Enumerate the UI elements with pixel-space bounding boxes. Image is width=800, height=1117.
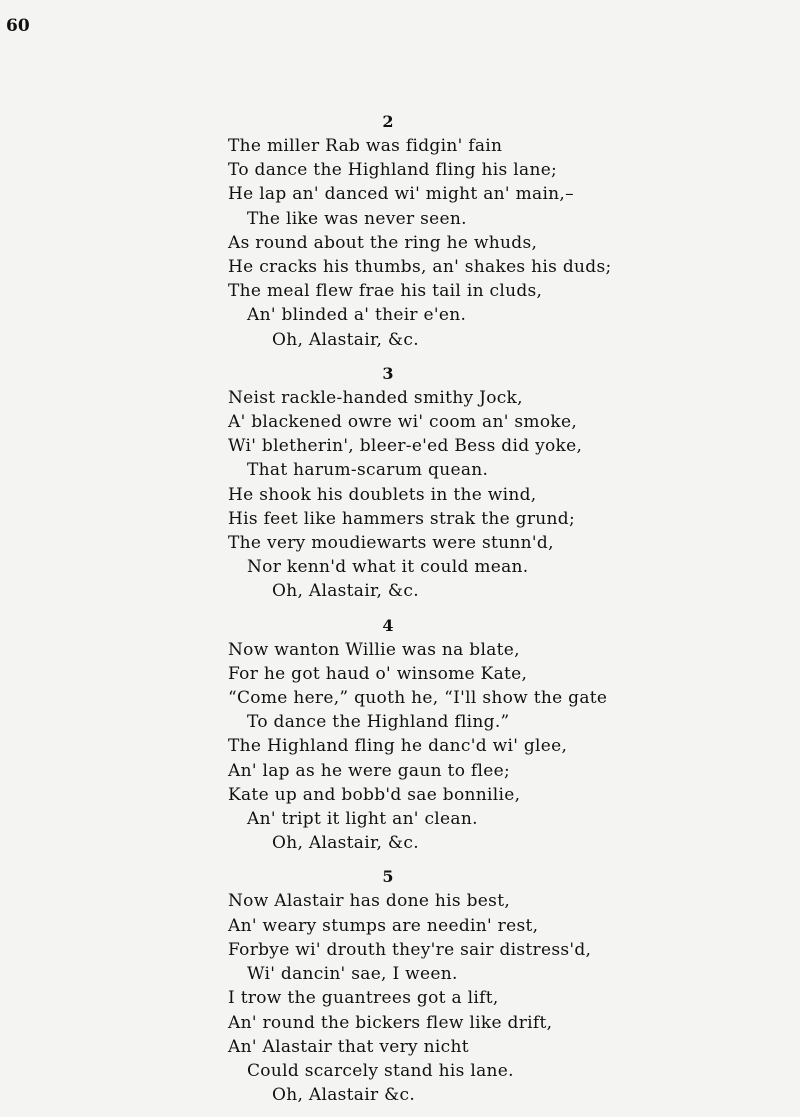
verse-line: Could scarcely stand his lane. <box>247 1060 514 1081</box>
refrain-line: Oh, Alastair, &c. <box>272 833 419 854</box>
verse-line: The miller Rab was fidgin' fain <box>228 136 503 156</box>
verse-line: He lap an' danced wi' might an' main,– <box>228 184 574 205</box>
verse-line: The meal flew frae his tail in cluds, <box>228 281 543 302</box>
verse-line: Neist rackle-handed smithy Jock, <box>228 387 523 408</box>
stanza-number: 2 <box>382 112 394 131</box>
verse-line: To dance the Highland fling.” <box>247 712 510 733</box>
verse-line: He shook his doublets in the wind, <box>228 484 537 505</box>
verse-line: To dance the Highland fling his lane; <box>228 160 558 181</box>
stanza <box>228 110 788 352</box>
verse-line: An' tript it light an' clean. <box>247 809 478 830</box>
stanza-number: 4 <box>382 615 394 635</box>
stanza <box>228 614 788 856</box>
verse-line: He cracks his thumbs, an' shakes his duds; <box>228 257 612 278</box>
verse-line: The very moudiewarts were stunn'd, <box>228 533 554 554</box>
verse-line: His feet like hammers strak the grund; <box>228 508 576 529</box>
verse-line: Wi' bletherin', bleer-e'ed Bess did yoke, <box>228 436 583 457</box>
page-number: 60 <box>6 16 30 36</box>
verse-line: Nor kenn'd what it could mean. <box>247 557 529 578</box>
verse-line: Now wanton Willie was na blate, <box>228 639 520 660</box>
stanza-number: 3 <box>382 363 394 383</box>
verse-line: Wi' dancin' sae, I ween. <box>247 964 458 985</box>
refrain-line: Oh, Alastair, &c. <box>272 581 419 602</box>
stanza-number: 5 <box>382 867 394 887</box>
verse-line: An' lap as he were gaun to flee; <box>228 760 511 781</box>
poem-body <box>228 110 788 1117</box>
refrain-line: Oh, Alastair &c. <box>272 1085 416 1106</box>
verse-line: The Highland fling he danc'd wi' glee, <box>228 736 568 757</box>
verse-line: Kate up and bobb'd sae bonnilie, <box>228 784 521 805</box>
verse-line: An' blinded a' their e'en. <box>247 305 467 326</box>
verse-line: The like was never seen. <box>247 208 467 229</box>
verse-line: An' Alastair that very nicht <box>228 1036 469 1057</box>
verse-line: “Come here,” quoth he, “I'll show the gate <box>228 688 608 709</box>
verse-line: An' weary stumps are needin' rest, <box>228 915 539 936</box>
verse-line: A' blackened owre wi' coom an' smoke, <box>228 412 578 433</box>
verse-line: I trow the guantrees got a lift, <box>228 988 499 1009</box>
stanza <box>228 362 788 604</box>
refrain-line: Oh, Alastair, &c. <box>272 329 419 350</box>
verse-line: For he got haud o' winsome Kate, <box>228 663 528 684</box>
verse-line: Now Alastair has done his best, <box>228 891 511 912</box>
verse-line: That harum-scarum quean. <box>247 460 489 481</box>
verse-line: Forbye wi' drouth they're sair distress'd, <box>228 939 592 960</box>
stanza <box>228 865 788 1107</box>
verse-line: As round about the ring he whuds, <box>228 232 538 253</box>
verse-line: An' round the bickers flew like drift, <box>228 1012 553 1033</box>
